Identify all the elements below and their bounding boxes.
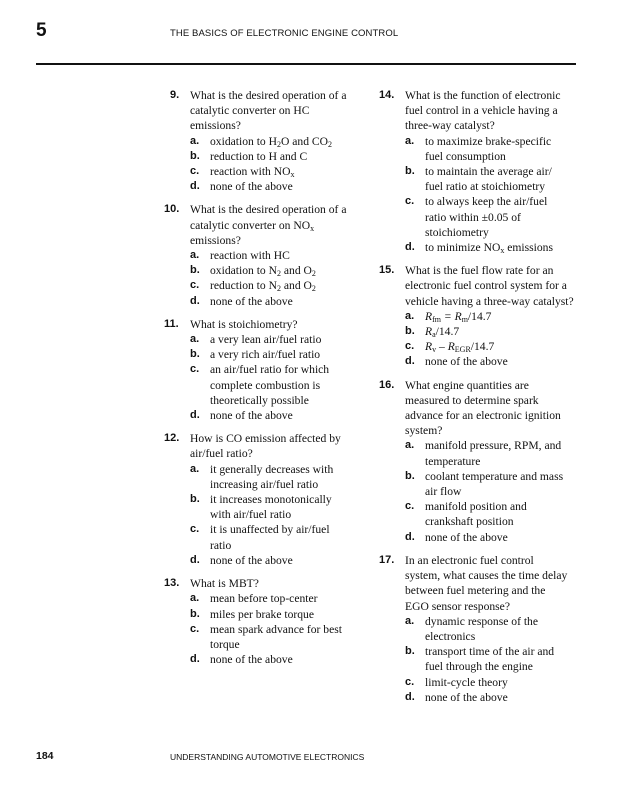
chapter-number: 5 [36,20,47,41]
option-letter: c. [405,675,415,688]
option-letter: d. [190,294,200,307]
option-b: b. $R_a/14.7$ [405,325,460,340]
option-d: d. none of the above [190,294,293,308]
option-letter: b. [405,325,415,338]
option-c: c. to always keep the air/fuel [405,195,548,209]
option-a: a. mean before top-center [190,592,318,606]
question-11 [164,317,360,423]
option-c: c. manifold position and [405,500,527,514]
question-15 [379,263,585,369]
option-a: a. to maximize brake-specific [405,134,552,148]
option-letter: d. [405,355,415,368]
option-letter: b. [405,645,415,658]
option-a-continued: fuel consumption [425,149,506,163]
question-text-line: between fuel metering and the [405,584,546,598]
option-c-continued: theoretically possible [210,393,309,407]
question-text-line: catalytic converter on $NO_x$ [190,218,315,233]
option-d: d. none of the above [405,530,508,544]
option-letter: c. [405,500,415,513]
option-letter: c. [190,279,200,292]
option-d: d. none of the above [190,180,293,194]
option-letter: d. [405,530,415,543]
option-a: a. oxidation to $H_2O$ and $CO_2$ [190,134,332,149]
option-c-continued: complete combustion is [210,378,321,392]
option-letter: d. [190,653,200,666]
question-14 [379,88,585,256]
question-text-line: electronic fuel control system for a [405,279,567,293]
option-c: c. it is unaffected by air/fuel [190,523,330,537]
option-b: b. miles per brake torque [190,607,314,621]
question-text-line: catalytic converter on HC [190,104,310,118]
option-c-continued: stoichiometry [425,225,489,239]
option-d: d. none of the above [190,653,293,667]
option-a: a. manifold pressure, RPM, and [405,439,562,453]
question-text-line: What is the desired operation of a [190,203,347,217]
option-d: d. none of the above [190,409,293,423]
option-c-continued: crankshaft position [425,515,514,529]
option-letter: a. [405,309,415,322]
question-number: 15. [379,264,395,277]
question-text-line: vehicle having a three-way catalyst? [405,294,574,308]
question-number: 11. [164,317,179,330]
option-letter: a. [190,333,200,346]
option-b: b. transport time of the air and [405,645,555,659]
question-text-line: measured to determine spark [405,393,539,407]
left-column [164,88,360,675]
question-text-line: What engine quantities are [405,378,529,392]
option-b-continued: air flow [425,485,462,499]
option-letter: d. [190,409,200,422]
option-b: b. a very rich air/fuel ratio [190,348,321,362]
option-c: c. reaction with $NO_x$ [190,165,295,180]
question-text-line: EGO sensor response? [405,599,510,613]
option-d: d. none of the above [405,690,508,704]
question-number: 9. [170,89,180,101]
option-c: c. mean spark advance for best [190,622,342,636]
option-letter: a. [405,134,415,147]
option-letter: a. [405,439,415,452]
question-13 [164,576,360,667]
question-text-line: advance for an electronic ignition [405,409,561,423]
option-letter: b. [405,469,415,482]
question-text-line: system? [405,424,443,438]
option-letter: d. [405,241,415,254]
option-letter: c. [405,195,415,208]
question-text-line: emissions? [190,233,241,247]
option-letter: c. [405,340,415,353]
question-text-line: How is CO emission affected by [190,432,341,446]
question-text-line: emissions? [190,119,241,133]
option-letter: b. [190,493,200,506]
question-number: 17. [379,553,395,566]
question-text-line: What is stoichiometry? [190,317,298,331]
option-b-continued: fuel ratio at stoichiometry [425,180,546,194]
option-a: a. a very lean air/fuel ratio [190,333,322,347]
option-a-continued: temperature [425,454,481,468]
question-16 [379,378,585,545]
question-text-line: What is the function of electronic [405,89,561,102]
option-a: a. $R_{fm} = R_m/14.7$ [405,309,492,324]
option-b-continued: fuel through the engine [425,660,533,674]
question-9 [170,88,360,194]
question-text-line: system, what causes the time delay [405,569,568,583]
option-letter: b. [190,607,200,620]
option-c: c. limit-cycle theory [405,675,508,689]
option-a: a. it generally decreases with [190,462,334,476]
option-b: b. coolant temperature and mass [405,469,564,483]
question-text-line: In an electronic fuel control [405,553,534,567]
option-b: b. to maintain the average air/ [405,165,552,179]
option-a: a. dynamic response of the [405,614,539,628]
question-text-line: What is MBT? [190,577,259,591]
question-number: 16. [379,378,395,391]
option-c: c. an air/fuel ratio for which [190,363,330,377]
option-c: c. $R_v - R_{EGR}/14.7$ [405,340,495,355]
option-letter: d. [190,180,200,193]
option-letter: c. [190,165,200,178]
question-number: 10. [164,203,180,216]
page-number: 184 [36,750,54,762]
header-rule [36,63,576,65]
option-letter: c. [190,363,200,376]
option-a-continued: increasing air/fuel ratio [210,477,319,491]
option-d: d. none of the above [405,355,508,369]
question-number: 13. [164,577,180,590]
question-number: 12. [164,432,180,445]
option-letter: a. [190,462,200,475]
option-b: b. oxidation to $N_2$ and $O_2$ [190,264,316,279]
question-text-line: three-way catalyst? [405,119,495,133]
question-12 [164,431,360,568]
option-d: d. to minimize $NO_x$ emissions [405,241,553,256]
option-c-continued: torque [210,637,240,651]
option-letter: b. [190,149,200,162]
option-letter: b. [190,348,200,361]
option-letter: b. [405,165,415,178]
option-c-continued: ratio within ±0.05 of [425,210,521,224]
option-a: a. reaction with HC [190,249,290,263]
option-letter: d. [405,690,415,703]
question-text-line: What is the fuel flow rate for an [405,264,554,278]
option-letter: c. [190,622,200,635]
option-c-continued: ratio [210,538,232,552]
option-b: b. reduction to H and C [190,149,308,163]
question-text-line: air/fuel ratio? [190,447,253,461]
question-text-line: fuel control in a vehicle having a [405,104,558,118]
option-letter: a. [190,249,200,262]
question-number: 14. [379,89,395,101]
book-title: UNDERSTANDING AUTOMOTIVE ELECTRONICS [170,752,365,762]
question-text-line: What is the desired operation of a [190,89,347,102]
option-letter: b. [190,264,200,277]
option-a-continued: electronics [425,629,476,643]
option-c: c. reduction to $N_2$ and $O_2$ [190,279,316,294]
option-letter: c. [190,523,200,536]
option-d: d. none of the above [190,553,293,567]
option-b-continued: with air/fuel ratio [210,508,292,522]
option-letter: a. [405,614,415,627]
right-column [379,88,585,713]
question-17 [379,553,585,705]
option-letter: d. [190,553,200,566]
option-letter: a. [190,592,200,605]
option-b: b. it increases monotonically [190,493,332,507]
question-10 [164,202,360,308]
option-letter: a. [190,134,200,147]
chapter-title: THE BASICS OF ELECTRONIC ENGINE CONTROL [170,28,399,39]
